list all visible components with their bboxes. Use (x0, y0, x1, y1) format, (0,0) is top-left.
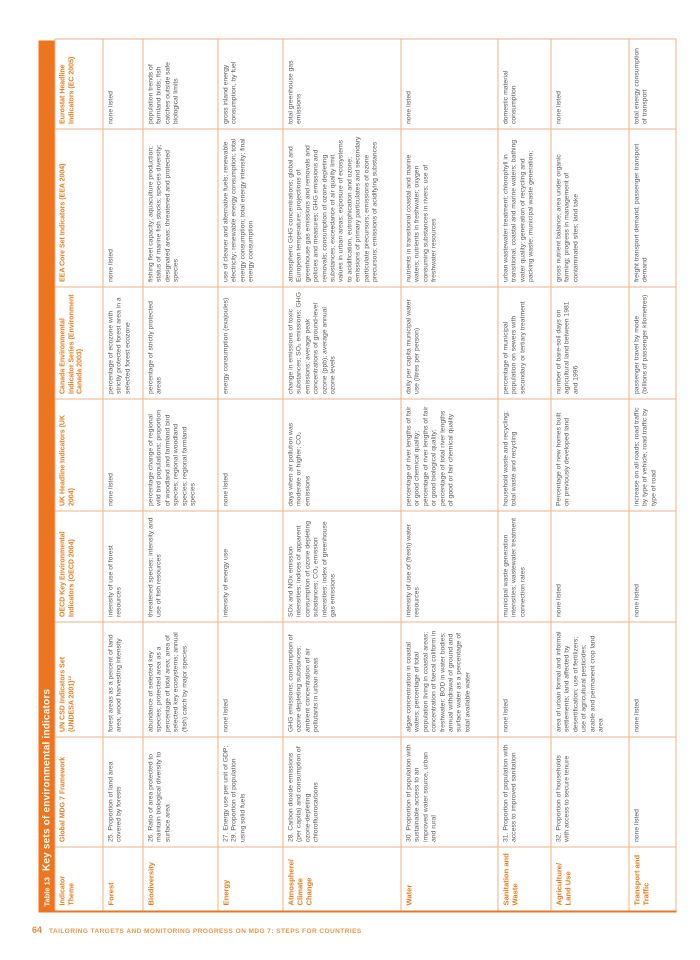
table-row (283, 39, 401, 911)
table-row (218, 39, 283, 911)
indicator-cell: daily per capita municipal water use (litres per person) (401, 287, 498, 399)
indicator-cell: nutrients in transitional coastal and marine waters; nutrients in freshwater; oxygen consuming substances in rivers; use of freshwater resources (401, 129, 498, 287)
indicator-cell: percentage of river lengths of fair or good chemical quality; percentage of river lengths of fair or good biological quality; percentage of total river lengths of good or fair chemical quality (401, 399, 498, 511)
indicator-cell: none listed (103, 399, 143, 511)
indicator-cell: increase on all roads; road traffic by type of vehicle; road traffic by type of road (629, 399, 676, 511)
source-column-header: Canada Environmental Indicator Series (Environment Canada 2003) (55, 287, 103, 399)
indicator-cell: change in emissions of toxic substances; SO₂ emissions; GHG emissions; average peak concentrations of ground-level ozone (ppb); average annual ozone levels (283, 287, 401, 399)
footer-text: TAILORING TARGETS AND MONITORING PROGRESS ON MDG 7: STEPS FOR COUNTRIES (49, 928, 362, 935)
indicator-cell: days when air pollution was moderate or higher; CO₂ emissions (283, 399, 401, 511)
indicator-cell: percentage of municipal population on sewers with secondary or tertiary treatment (498, 287, 551, 399)
indicator-cell: 31. Proportion of population with access to improved sanitation (498, 737, 551, 847)
indicator-cell: SOx and NOx emission intensities; indices of apparent consumption of ozone depleting substances; CO₂ emission intensities; index of greenhouse gas emissions (283, 511, 401, 622)
indicator-cell: forest areas as a percent of land area; wood harvesting intensity (103, 622, 143, 737)
theme-label-cell: Energy (218, 847, 283, 911)
indicator-cell: none listed (551, 39, 629, 129)
indicator-cell: none listed (103, 39, 143, 129)
indicator-cell: none listed (218, 399, 283, 511)
indicator-cell: area of urban formal and informal settlements; land affected by desertification; use of fertilizers; use of agricultural pesticides; arable and permanent crop land area (551, 622, 629, 737)
table-row (143, 39, 218, 911)
page-footer (32, 925, 362, 935)
indicator-cell: gross inland energy consumption, by fuel (218, 39, 283, 129)
source-column-header: OECD Key Environmental Indicators (OECD 2004) (55, 511, 103, 622)
indicator-cell: 26. Ratio of area protected to maintain biological diversity to surface area (143, 737, 218, 847)
indicator-cell: none listed (629, 511, 676, 622)
theme-label-cell: Atmosphere/ Climate Change (283, 847, 401, 911)
indicator-cell: passenger travel by mode (billions of passenger kilometres) (629, 287, 676, 399)
indicator-cell: number of bare-soil days on agricultural land between 1981 and 1996 (551, 287, 629, 399)
indicator-cell: threatened species; intensity and use of fish resources (143, 511, 218, 622)
indicators-table (54, 39, 676, 913)
indicator-cell: atmospheric GHG concentrations; global and European temperature; projections of greenhouse gas emissions and removals and policies and measures; GHG emissions and removals; consumption of ozone depleting substances; exceedance of air quality limit values in urban areas; exposure of ecosystems to acidification, eutrophication and ozone; emissions of primary particulates and secondary particulate precursors; emissions of ozone precursors; emissions of acidifying substances (283, 129, 401, 287)
indicator-cell: none listed (401, 39, 498, 129)
indicator-cell: none listed (629, 737, 676, 847)
indicator-cell: intensity of energy use (218, 511, 283, 622)
page-number: 64 (32, 925, 43, 935)
table-row (551, 39, 629, 911)
indicator-cell: gross nutrient balance; area under organic farming; progress in management of contaminated sites; land take (551, 129, 629, 287)
table-row (401, 39, 498, 911)
indicator-cell: freight transport demand; passenger transport demand (629, 129, 676, 287)
source-column-header: EEA Core Set Indicators (EEA 2004) (55, 129, 103, 287)
indicator-cell: 32. Proportion of households with access to secure tenure (551, 737, 629, 847)
indicator-cell: percentage of ecozone with strictly protected forest area in a selected forest ecozone (103, 287, 143, 399)
source-column-header: UN CSD Indicators Set (UNDESA 2001)¹² (55, 622, 103, 737)
table-row (498, 39, 551, 911)
indicator-cell: use of cleaner and alternative fuels; renewable electricity; renewable energy consumption; total energy consumption; total energy intensity; final energy consumption (218, 129, 283, 287)
theme-column-header: Indicator Theme (55, 847, 103, 911)
table-number: Table 13 (41, 876, 51, 906)
indicator-cell: none listed (218, 622, 283, 737)
indicator-cell: 30. Proportion of population with sustainable access to an improved water source, urban and rural (401, 737, 498, 847)
indicator-cell: total energy consumption of transport (629, 39, 676, 129)
theme-label-cell: Water (401, 847, 498, 911)
theme-label-cell: Transport and Traffic (629, 847, 676, 911)
indicator-cell: Percentage of new homes built on previously developed land (551, 399, 629, 511)
theme-label-cell: Forest (103, 847, 143, 911)
indicator-cell: 27. Energy use per unit of GDP; 29. Proportion of population using solid fuels (218, 737, 283, 847)
table-title: Key sets of environmental indicators (40, 688, 52, 871)
indicator-cell: none listed (103, 129, 143, 287)
source-column-header: Global MDG 7 Framework (55, 737, 103, 847)
indicator-cell: none listed (551, 511, 629, 622)
indicator-cell: intensity of use of forest resources (103, 511, 143, 622)
table-header-row (55, 39, 103, 911)
indicator-cell: GHG emissions; consumption of ozone depleting substances; ambient concentration of air pollutants in urban areas (283, 622, 401, 737)
indicators-table-body (55, 39, 676, 911)
table-row (629, 39, 676, 911)
indicator-cell: total greenhouse gas emissions (283, 39, 401, 129)
theme-label-cell: Agriculture/ Land Use (551, 847, 629, 911)
indicator-cell: none listed (629, 622, 676, 737)
indicator-cell: energy consumption (exajoules) (218, 287, 283, 399)
theme-label-cell: Sanitation and Waste (498, 847, 551, 911)
indicator-cell: intensity of use of (fresh) water resources (401, 511, 498, 622)
indicator-cell: household waste and recycling; total waste and recycling (498, 399, 551, 511)
indicator-cell: percentage of strictly protected areas (143, 287, 218, 399)
table-row (103, 39, 143, 911)
indicator-cell: 25. Proportion of land area covered by forests (103, 737, 143, 847)
indicator-cell: 28. Carbon dioxide emissions (per capita) and consumption of ozone-depleting chlorofluorocarbons (283, 737, 401, 847)
indicator-cell: fishing fleet capacity; aquaculture production; status of marine fish stocks; species diversity; designated areas; threatened and protected species (143, 129, 218, 287)
indicator-cell: algae concentration in coastal waters; percentage of total population living in coastal areas; concentration of faecal coliform in freshwater; BOD in water bodies; annual withdrawal of ground and surface water as a percentage of total available water (401, 622, 498, 737)
theme-label-cell: Biodiversity (143, 847, 218, 911)
indicator-cell: abundance of selected key species; protected area as a percentage of total area; area of selected key ecosystems; annual (fish) catch by major species (143, 622, 218, 737)
indicator-cell: municipal waste generation intensities; wastewater treatment connection rates (498, 511, 551, 622)
rotated-table-container (38, 40, 677, 912)
indicator-cell: domestic material consumption (498, 39, 551, 129)
source-column-header: Eurostat Headline Indicators (EC 2005) (55, 39, 103, 129)
source-column-header: UK Headline Indicators (UK 2004) (55, 399, 103, 511)
indicator-cell: population trends of farmland birds; fish catches outside safe biological limits (143, 39, 218, 129)
indicator-cell: none listed (498, 622, 551, 737)
indicator-cell: percentage change of regional wild bird populations; proportion of woodland and farmland bird species; regional woodland species; regional farmland species (143, 399, 218, 511)
table-title-bar (38, 40, 54, 912)
indicator-cell: urban wastewater treatment; chlorophyll in transitional, coastal and marine waters; bathing water quality; generation of recycling and packing waste; municipal waste generation; (498, 129, 551, 287)
